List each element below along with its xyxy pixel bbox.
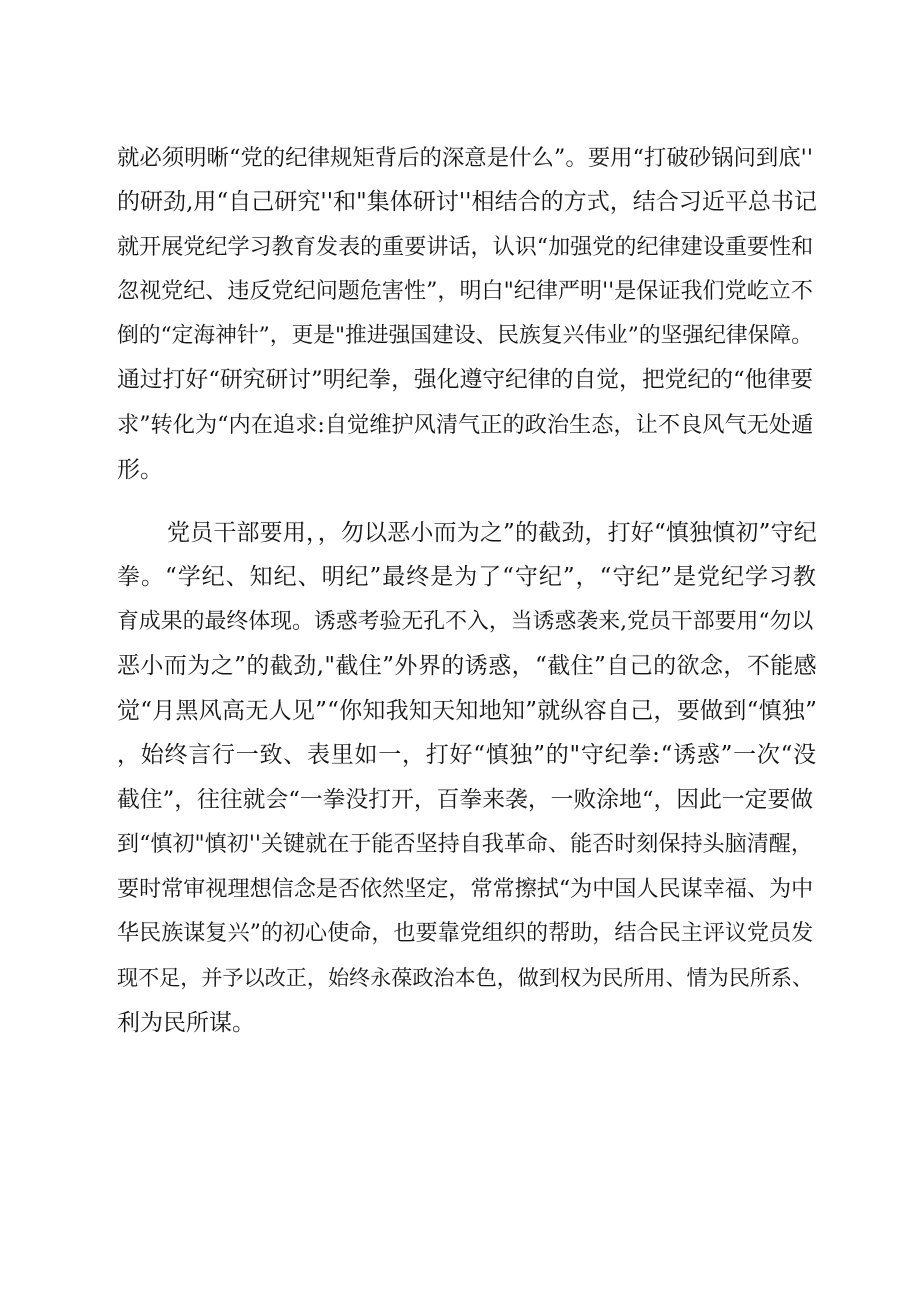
text-line: 利为民所谋。 — [117, 1010, 255, 1036]
text-line: 现不足，并予以改正，始终永葆政治本色，做到权为民所用、情为民所系、 — [117, 965, 814, 990]
text-line: 觉“月黑风高无人见”“你知我知天知地知”就纵容自己，要做到“慎独” — [117, 698, 817, 724]
text-line: 要时常审视理想信念是否依然坚定，常常擦拭“为中国人民谋幸福、为中 — [117, 876, 814, 902]
text-line: 通过打好“研究研讨”明纪拳，强化遵守纪律的自觉，把党纪的“他律要 — [117, 367, 814, 393]
text-line: 育成果的最终体现。诱惑考验无孔不入，当诱惑袭来,党员干部要用“勿以 — [117, 609, 814, 634]
text-line: 求”转化为“内在追求:自觉维护风清气正的政治生态，让不良风气无处遁 — [117, 412, 814, 438]
text-line: 忽视党纪、违反党纪问题危害性”，明白"纪律严明''是保证我们党屹立不 — [117, 278, 813, 304]
text-line: 拳。“学纪、知纪、明纪”最终是为了“守纪”，“守纪”是党纪学习教 — [117, 564, 817, 590]
text-line: 党员干部要用，，勿以恶小而为之”的截劲，打好“慎独慎初”守纪 — [167, 520, 817, 546]
text-line: ，始终言行一致、表里如一，打好“慎独”的"守纪拳:“诱惑”一次“没 — [117, 742, 817, 768]
text-line: 华民族谋复兴”的初心使命，也要靠党组织的帮助，结合民主评议党员发 — [117, 920, 814, 946]
text-line: 恶小而为之”的截劲,"截住”外界的诱惑，“截住”自己的欲念，不能感 — [117, 653, 817, 679]
text-line: 到“慎初"慎初''关键就在于能否坚持自我革命、能否时刻保持头脑清醒， — [117, 831, 813, 857]
text-line: 形。 — [117, 457, 163, 483]
text-line: 就开展党纪学习教育发表的重要讲话，认识“加强党的纪律建设重要性和 — [117, 234, 814, 260]
text-line: 截住”，往往就会“一拳没打开，百拳来袭，一败涂地“，因此一定要做 — [117, 787, 814, 813]
text-line: 的研劲,用“自己研究''和"集体研讨''相结合的方式，结合习近平总书记 — [117, 189, 817, 215]
text-line: 就必须明晰“党的纪律规矩背后的深意是什么”。要用“打破砂锅问到底'' — [117, 145, 813, 171]
text-line: 倒的“定海神针”，更是"推进强国建设、民族复兴伟业”的坚强纪律保障。 — [117, 323, 813, 348]
